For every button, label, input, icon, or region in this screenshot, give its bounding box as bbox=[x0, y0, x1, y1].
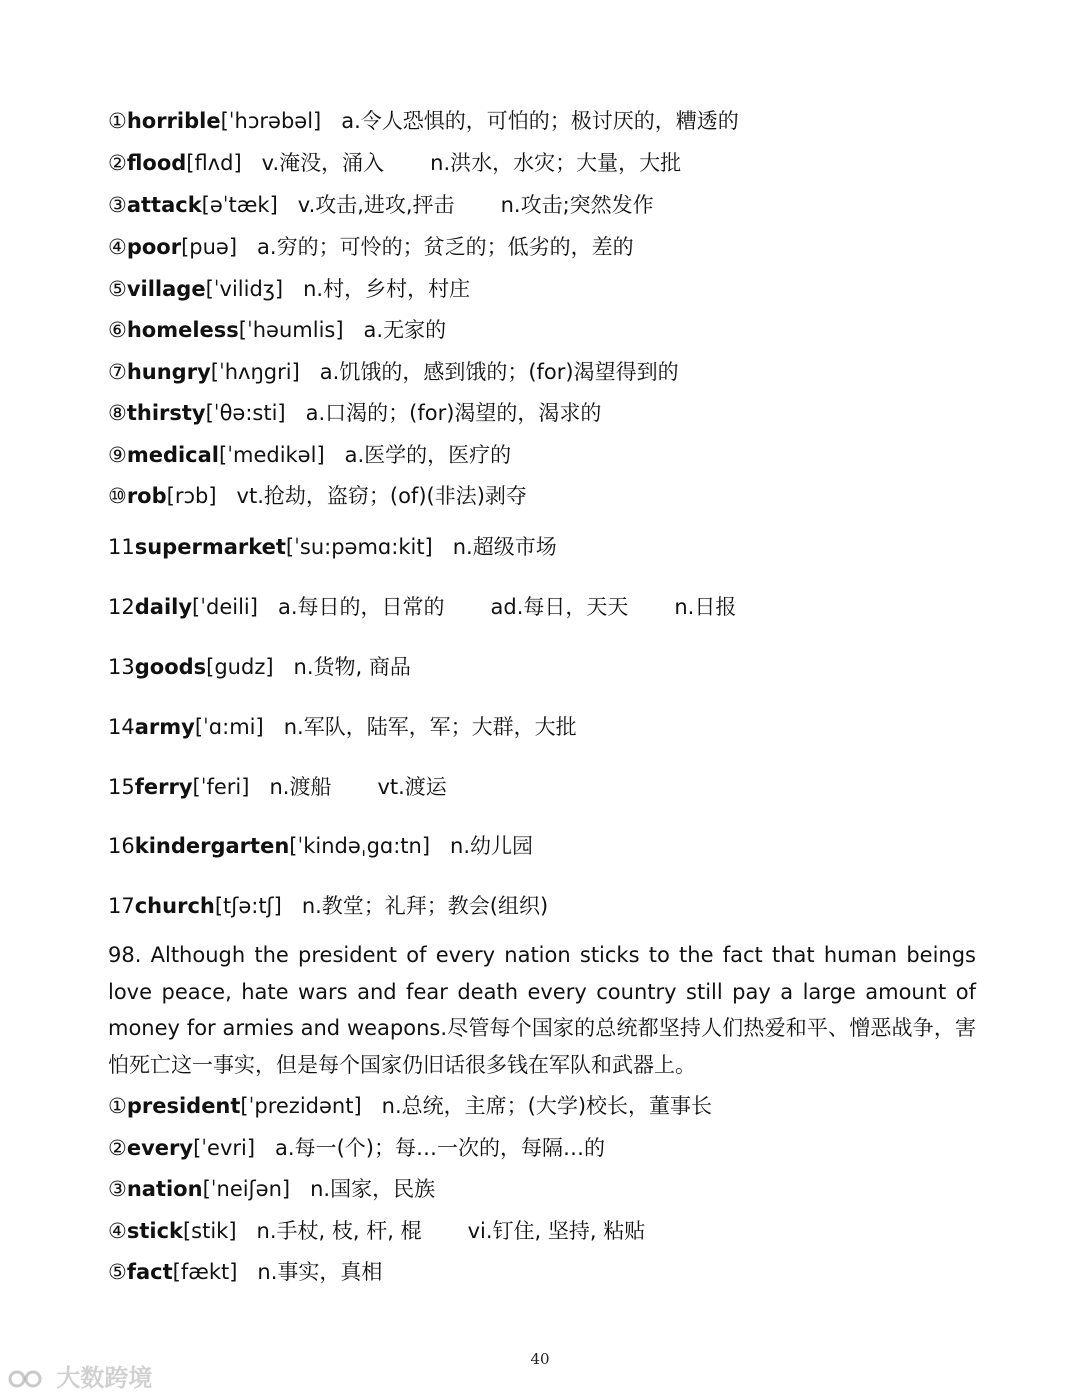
entry-number: ⑤ bbox=[108, 277, 127, 301]
entry-phonetic: [ˈevri] bbox=[193, 1136, 256, 1160]
entry-phonetic: [ˈprezidənt] bbox=[240, 1094, 362, 1118]
vocab-entry bbox=[108, 234, 634, 260]
entry-definition: a.无家的 bbox=[363, 318, 447, 342]
vocab-entry bbox=[108, 483, 527, 509]
entry-word: attack bbox=[126, 193, 202, 217]
entry-word: hungry bbox=[126, 360, 211, 384]
entry-word: medical bbox=[126, 443, 220, 467]
entry-definition: a.每日的，日常的 bbox=[277, 595, 445, 619]
entry-phonetic: [əˈtæk] bbox=[201, 193, 278, 217]
vocab-entry bbox=[108, 317, 446, 343]
vocab-entry bbox=[108, 714, 577, 740]
entry-phonetic: [ˈvilidʒ] bbox=[205, 277, 284, 301]
entry-number: 14 bbox=[108, 715, 135, 739]
vocab-entry bbox=[108, 192, 654, 218]
entry-definition: a.每一(个)；每…一次的，每隔…的 bbox=[275, 1136, 605, 1160]
entry-definition: n.村，乡村，村庄 bbox=[303, 277, 471, 301]
page-number: 40 bbox=[530, 1350, 550, 1368]
entry-phonetic: [gudz] bbox=[206, 655, 274, 679]
entry-definition: n.手杖, 枝, 杆, 棍 bbox=[256, 1219, 422, 1243]
entry-definition: vt.渡运 bbox=[377, 775, 447, 799]
entry-word: poor bbox=[126, 235, 182, 259]
entry-definition: n.洪水，水灾；大量，大批 bbox=[430, 151, 682, 175]
entry-definition: n.货物, 商品 bbox=[293, 655, 411, 679]
vocab-entry bbox=[108, 1093, 712, 1119]
entry-number: ① bbox=[108, 1094, 127, 1118]
entry-word: supermarket bbox=[134, 535, 286, 559]
entry-word: ferry bbox=[134, 775, 193, 799]
entry-word: every bbox=[126, 1136, 194, 1160]
entry-definition: a.令人恐惧的，可怕的；极讨厌的，糟透的 bbox=[341, 109, 739, 133]
entry-phonetic: [ˈdeili] bbox=[192, 595, 258, 619]
entry-number: ⑤ bbox=[108, 1260, 127, 1284]
entry-phonetic: [stik] bbox=[182, 1219, 237, 1243]
entry-definition: n.军队，陆军，军；大群，大批 bbox=[283, 715, 577, 739]
entry-word: homeless bbox=[126, 318, 239, 342]
entry-word: horrible bbox=[126, 109, 221, 133]
entry-word: thirsty bbox=[126, 401, 206, 425]
entry-definition: n.事实，真相 bbox=[257, 1260, 383, 1284]
entry-phonetic: [flʌd] bbox=[186, 151, 242, 175]
entry-definition: n.国家，民族 bbox=[310, 1177, 436, 1201]
entry-number: ⑦ bbox=[108, 360, 127, 384]
entry-phonetic: [rɔb] bbox=[166, 484, 217, 508]
vocab-entry bbox=[108, 893, 548, 919]
vocab-entry bbox=[108, 1259, 382, 1285]
vocab-entry bbox=[108, 594, 736, 620]
example-sentence: 98. Although the president of every nation sticks to the fact that human beings love peace, hate wars and fear death every country still pay a large amount of money for armies and weapons.尽管每个国家的总统都坚持人们热爱和平、憎恶战争，害怕死亡这一事实，但是每个国家仍旧话很多钱在军队和武器上。 bbox=[108, 943, 976, 1077]
entry-phonetic: [ˈhəumlis] bbox=[238, 318, 344, 342]
entry-definition: n.日报 bbox=[674, 595, 737, 619]
entry-definition: n.超级市场 bbox=[452, 535, 557, 559]
entry-number: ② bbox=[108, 1136, 127, 1160]
entry-word: rob bbox=[126, 484, 167, 508]
vocab-entry bbox=[108, 442, 511, 468]
vocab-entry bbox=[108, 276, 470, 302]
entry-phonetic: [ˈferi] bbox=[192, 775, 250, 799]
vocab-entry bbox=[108, 833, 533, 859]
entry-phonetic: [ˈhʌŋgri] bbox=[210, 360, 300, 384]
entry-phonetic: [puə] bbox=[181, 235, 238, 259]
entry-number: 15 bbox=[108, 775, 135, 799]
entry-number: 16 bbox=[108, 834, 135, 858]
entry-definition: n.总统，主席；(大学)校长，董事长 bbox=[381, 1094, 713, 1118]
entry-definition: a.穷的；可怜的；贫乏的；低劣的，差的 bbox=[257, 235, 634, 259]
entry-word: daily bbox=[134, 595, 193, 619]
entry-definition: a.口渴的；(for)渴望的，渴求的 bbox=[305, 401, 602, 425]
entry-phonetic: [ˈhɔrəbəl] bbox=[220, 109, 322, 133]
entry-number: ③ bbox=[108, 193, 127, 217]
entry-number: 17 bbox=[108, 894, 135, 918]
entry-definition: n.幼儿园 bbox=[450, 834, 534, 858]
entry-word: nation bbox=[126, 1177, 203, 1201]
watermark-text: 大数跨境 bbox=[56, 1364, 153, 1392]
entry-word: village bbox=[126, 277, 206, 301]
entry-definition: a.饥饿的，感到饿的；(for)渴望得到的 bbox=[319, 360, 679, 384]
entry-number: ⑥ bbox=[108, 318, 127, 342]
entry-word: army bbox=[134, 715, 195, 739]
vocab-entry bbox=[108, 534, 557, 560]
entry-number: ④ bbox=[108, 1219, 127, 1243]
entry-word: goods bbox=[134, 655, 207, 679]
entry-definition: n.攻击;突然发作 bbox=[500, 193, 654, 217]
vocab-entry bbox=[108, 1135, 605, 1161]
entry-phonetic: [ˈɑ:mi] bbox=[194, 715, 264, 739]
entry-number: ⑨ bbox=[108, 443, 127, 467]
vocab-entry bbox=[108, 108, 739, 134]
entry-phonetic: [ˈθə:sti] bbox=[205, 401, 286, 425]
entry-number: ⑩ bbox=[108, 484, 127, 508]
entry-number: ⑧ bbox=[108, 401, 127, 425]
vocab-entry bbox=[108, 1176, 435, 1202]
watermark bbox=[8, 1358, 152, 1393]
entry-definition: v.淹没，涌入 bbox=[261, 151, 385, 175]
entry-word: church bbox=[134, 894, 215, 918]
entry-definition: n.渡船 bbox=[269, 775, 332, 799]
entry-number: 13 bbox=[108, 655, 135, 679]
entry-definition: ad.每日，天天 bbox=[490, 595, 629, 619]
entry-number: ② bbox=[108, 151, 127, 175]
entry-word: flood bbox=[126, 151, 187, 175]
entry-number: ④ bbox=[108, 235, 127, 259]
entry-number: ③ bbox=[108, 1177, 127, 1201]
vocab-entry bbox=[108, 654, 411, 680]
vocab-entry bbox=[108, 400, 601, 426]
vocab-entry bbox=[108, 359, 679, 385]
entry-phonetic: [ˈmedikəl] bbox=[219, 443, 325, 467]
entry-definition: vt.抢劫，盗窃；(of)(非法)剥夺 bbox=[236, 484, 527, 508]
entry-word: president bbox=[126, 1094, 241, 1118]
entry-definition: vi.钉住, 坚持, 粘贴 bbox=[467, 1219, 646, 1243]
entry-definition: a.医学的，医疗的 bbox=[344, 443, 512, 467]
entry-phonetic: [ˈkindəˌgɑ:tn] bbox=[289, 834, 431, 858]
vocab-entry bbox=[108, 774, 447, 800]
entry-number: ① bbox=[108, 109, 127, 133]
entry-definition: n.教堂；礼拜；教会(组织) bbox=[301, 894, 549, 918]
entry-phonetic: [tʃə:tʃ] bbox=[214, 894, 282, 918]
entry-phonetic: [ˈneiʃən] bbox=[202, 1177, 291, 1201]
entry-number: 11 bbox=[108, 535, 135, 559]
entry-phonetic: [fækt] bbox=[172, 1260, 238, 1284]
watermark-logo-icon bbox=[8, 1368, 48, 1390]
entry-definition: v.攻击,进攻,抨击 bbox=[297, 193, 455, 217]
entry-word: fact bbox=[126, 1260, 173, 1284]
entry-word: stick bbox=[126, 1219, 183, 1243]
entry-phonetic: [ˈsu:pəmɑ:kit] bbox=[285, 535, 433, 559]
entry-word: kindergarten bbox=[134, 834, 290, 858]
vocab-entry bbox=[108, 1218, 645, 1244]
vocab-entry bbox=[108, 150, 681, 176]
entry-number: 12 bbox=[108, 595, 135, 619]
